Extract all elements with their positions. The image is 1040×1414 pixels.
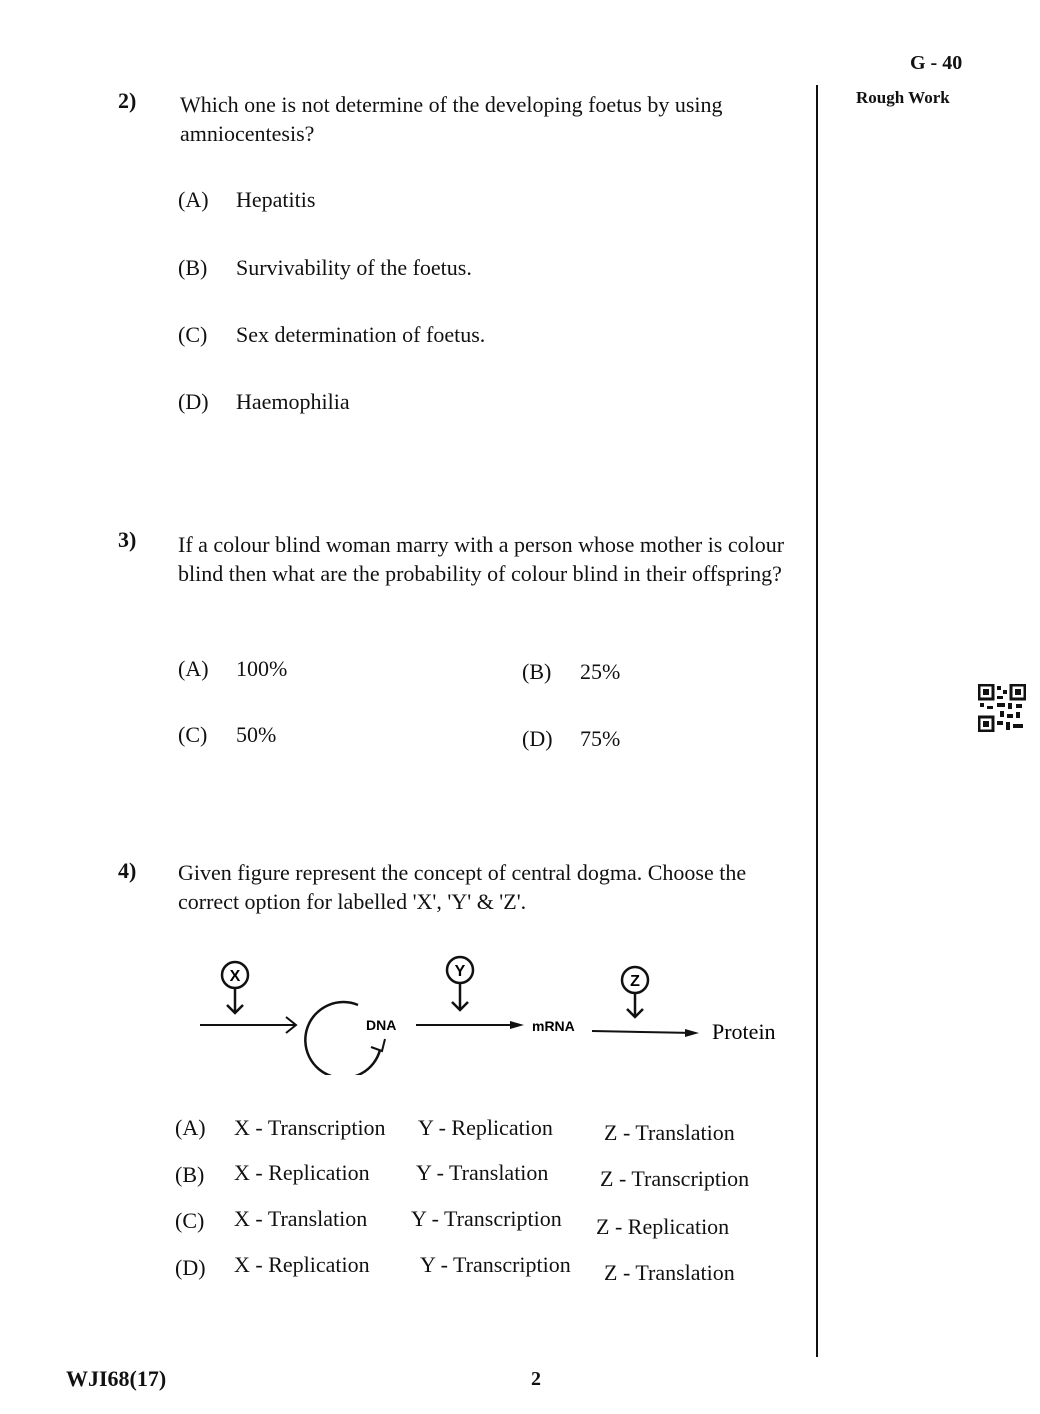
central-dogma-figure (190, 955, 810, 1075)
option-b: (B) X - Replication Y - Translation Z - Transcription (175, 1160, 750, 1191)
option-c: (C) Sex determination of foetus. (178, 322, 486, 347)
option-c: (C) 50% (178, 722, 277, 747)
paper-code: WJI68(17) (66, 1366, 167, 1391)
option-a: (A) X - Transcription Y - Replication Z - Translation (175, 1115, 735, 1145)
question-number: 3) (118, 527, 137, 552)
page-code: G - 40 (910, 52, 963, 74)
option-d: (D) Haemophilia (178, 389, 350, 414)
option-d: (D) 75% (522, 726, 621, 751)
qr-code (978, 684, 1026, 732)
label-z-symbol (622, 967, 648, 1017)
question-number: 2) (118, 88, 137, 113)
page-number: 2 (531, 1368, 541, 1390)
label-y: Y (454, 963, 466, 980)
option-c: (C) X - Translation Y - Transcription Z - Replication (175, 1206, 730, 1239)
column-divider (816, 85, 818, 1357)
question-number: 4) (118, 858, 137, 883)
option-a: (A) Hepatitis (178, 187, 316, 212)
option-b: (B) Survivability of the foetus. (178, 255, 472, 280)
question-text: Given figure represent the concept of central dogma. Choose the correct option for labelled 'X', 'Y' & 'Z'. (178, 860, 747, 914)
label-x-symbol (222, 962, 248, 1013)
rough-work-label: Rough Work (856, 88, 950, 107)
option-d: (D) X - Replication Y - Transcription Z - Translation (175, 1252, 735, 1285)
label-x: X (229, 968, 241, 985)
label-y-symbol (447, 957, 473, 1010)
protein-label: Protein (712, 1019, 776, 1044)
question-text: If a colour blind woman marry with a person whose mother is colour blind then what are the probability of colour blind in their offspring? (178, 532, 785, 586)
label-z: Z (630, 973, 640, 990)
dna-label: DNA (366, 1017, 397, 1033)
question-text: Which one is not determine of the developing foetus by using amniocentesis? (180, 92, 723, 146)
option-a: (A) 100% (178, 656, 288, 681)
mrna-label: mRNA (532, 1018, 575, 1034)
replication-loop (305, 1002, 380, 1075)
option-b: (B) 25% (522, 659, 621, 684)
